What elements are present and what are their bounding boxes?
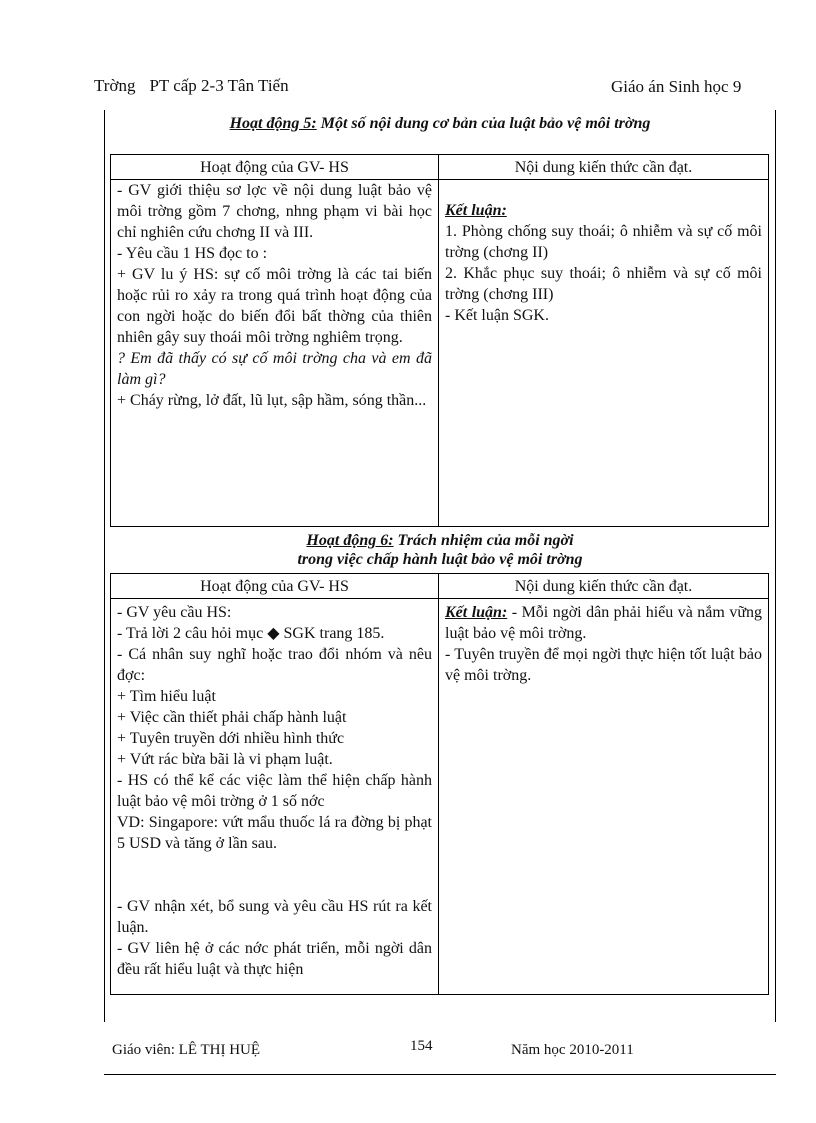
activity6-table — [110, 573, 769, 995]
activity6-right-line: - Tuyên truyền để mọi ngời thực hiện tốt luật bảo vệ môi trờng. — [445, 646, 762, 684]
teacher-label: Giáo viên: — [112, 1042, 175, 1058]
activity6-right-first: - Mỗi ngời dân phải hiểu và nắm vững luật bảo vệ môi trờng. — [445, 604, 763, 642]
subject-header: Giáo án Sinh học 9 — [611, 77, 742, 96]
activity5-right-cell — [439, 180, 769, 527]
activity6-left-line: - HS có thể kể các việc làm thể hiện chấp hành luật bảo vệ môi trờng ở 1 số nớc — [117, 772, 432, 810]
teacher-line — [112, 1042, 260, 1059]
activity6-col1-header: Hoạt động của GV- HS — [111, 574, 439, 599]
activity5-left-line: + GV lu ý HS: sự cố môi trờng là các tai biến hoặc rủi ro xảy ra trong quá trình hoạt động của con ngời hoặc do biến đổi bất thờng của thiên nhiên gây suy thoái môi trờng nghiêm trọng. — [117, 266, 432, 346]
activity6-left-line: VD: Singapore: vứt mẩu thuốc lá ra đờng bị phạt 5 USD và tăng ở lần sau. — [117, 814, 432, 852]
activity6-left-line: + Việc cần thiết phải chấp hành luật — [117, 709, 347, 726]
activity5-left-line: - GV giới thiệu sơ lợc về nội dung luật bảo vệ môi trờng gồm 7 chơng, nhng phạm vi bài học chỉ nghiên cứu chơng II và III. — [117, 182, 432, 241]
school-year: Năm học 2010-2011 — [511, 1042, 634, 1058]
activity5-right-line: - Kết luận SGK. — [445, 307, 549, 324]
activity5-col1-header: Hoạt động của GV- HS — [111, 155, 439, 180]
activity6-left-cell — [111, 599, 439, 995]
activity6-title-text-line1: Trách nhiệm của mỗi ngời — [393, 532, 574, 549]
activity5-col2-header: Nội dung kiến thức cần đạt. — [439, 155, 769, 180]
activity6-conclusion-label: Kết luận: — [445, 604, 508, 621]
activity5-conclusion-label: Kết luận: — [445, 202, 507, 219]
activity6-title-label: Hoạt động 6: — [306, 532, 394, 549]
page-number: 154 — [410, 1038, 433, 1054]
school-header — [94, 76, 289, 96]
activity6-left-line: + Tìm hiểu luật — [117, 688, 216, 705]
activity6-col2-header: Nội dung kiến thức cần đạt. — [439, 574, 769, 599]
activity6-left-line: - GV liên hệ ở các nớc phát triển, mỗi ngời dân đều rất hiểu luật và thực hiện — [117, 940, 432, 978]
activity6-title — [104, 531, 776, 569]
activity5-left-line: - Yêu cầu 1 HS đọc to : — [117, 245, 268, 262]
activity5-title — [104, 114, 776, 133]
activity5-table — [110, 154, 769, 527]
activity6-title-text-line2: trong việc chấp hành luật bảo vệ môi trờng — [297, 551, 583, 568]
school-prefix: Trờng — [94, 76, 136, 95]
activity6-left-line: - Cá nhân suy nghĩ hoặc trao đổi nhóm và nêu đợc: — [117, 646, 432, 684]
activity5-title-label: Hoạt động 5: — [229, 115, 317, 132]
activity5-left-cell — [111, 180, 439, 527]
activity6-left-line: + Tuyên truyền dới nhiều hình thức — [117, 730, 345, 747]
activity6-right-cell — [439, 599, 769, 995]
activity5-left-line: + Cháy rừng, lở đất, lũ lụt, sập hầm, sóng thần... — [117, 392, 427, 409]
footer-rule — [104, 1074, 776, 1075]
activity5-right-line: 1. Phòng chống suy thoái; ô nhiễm và sự cố môi trờng (chơng II) — [445, 223, 762, 261]
teacher-name: LÊ THỊ HUỆ — [178, 1042, 261, 1058]
activity6-left-line: + Vứt rác bừa bãi là vi phạm luật. — [117, 751, 333, 768]
activity6-left-line: - GV yêu cầu HS: — [117, 604, 232, 621]
activity6-left-line: - GV nhận xét, bổ sung và yêu cầu HS rút ra kết luận. — [117, 898, 432, 936]
spacer — [117, 854, 432, 896]
activity5-question: ? Em đã thấy có sự cố môi trờng cha và em đã làm gì? — [117, 350, 432, 388]
activity5-right-line: 2. Khắc phục suy thoái; ô nhiễm và sự cố môi trờng (chơng III) — [445, 265, 762, 303]
school-name: PT cấp 2-3 Tân Tiến — [149, 76, 289, 95]
activity5-title-text: Một số nội dung cơ bản của luật bảo vệ môi trờng — [316, 115, 651, 132]
activity6-left-line: - Trả lời 2 câu hỏi mục ◆ SGK trang 185. — [117, 625, 385, 642]
